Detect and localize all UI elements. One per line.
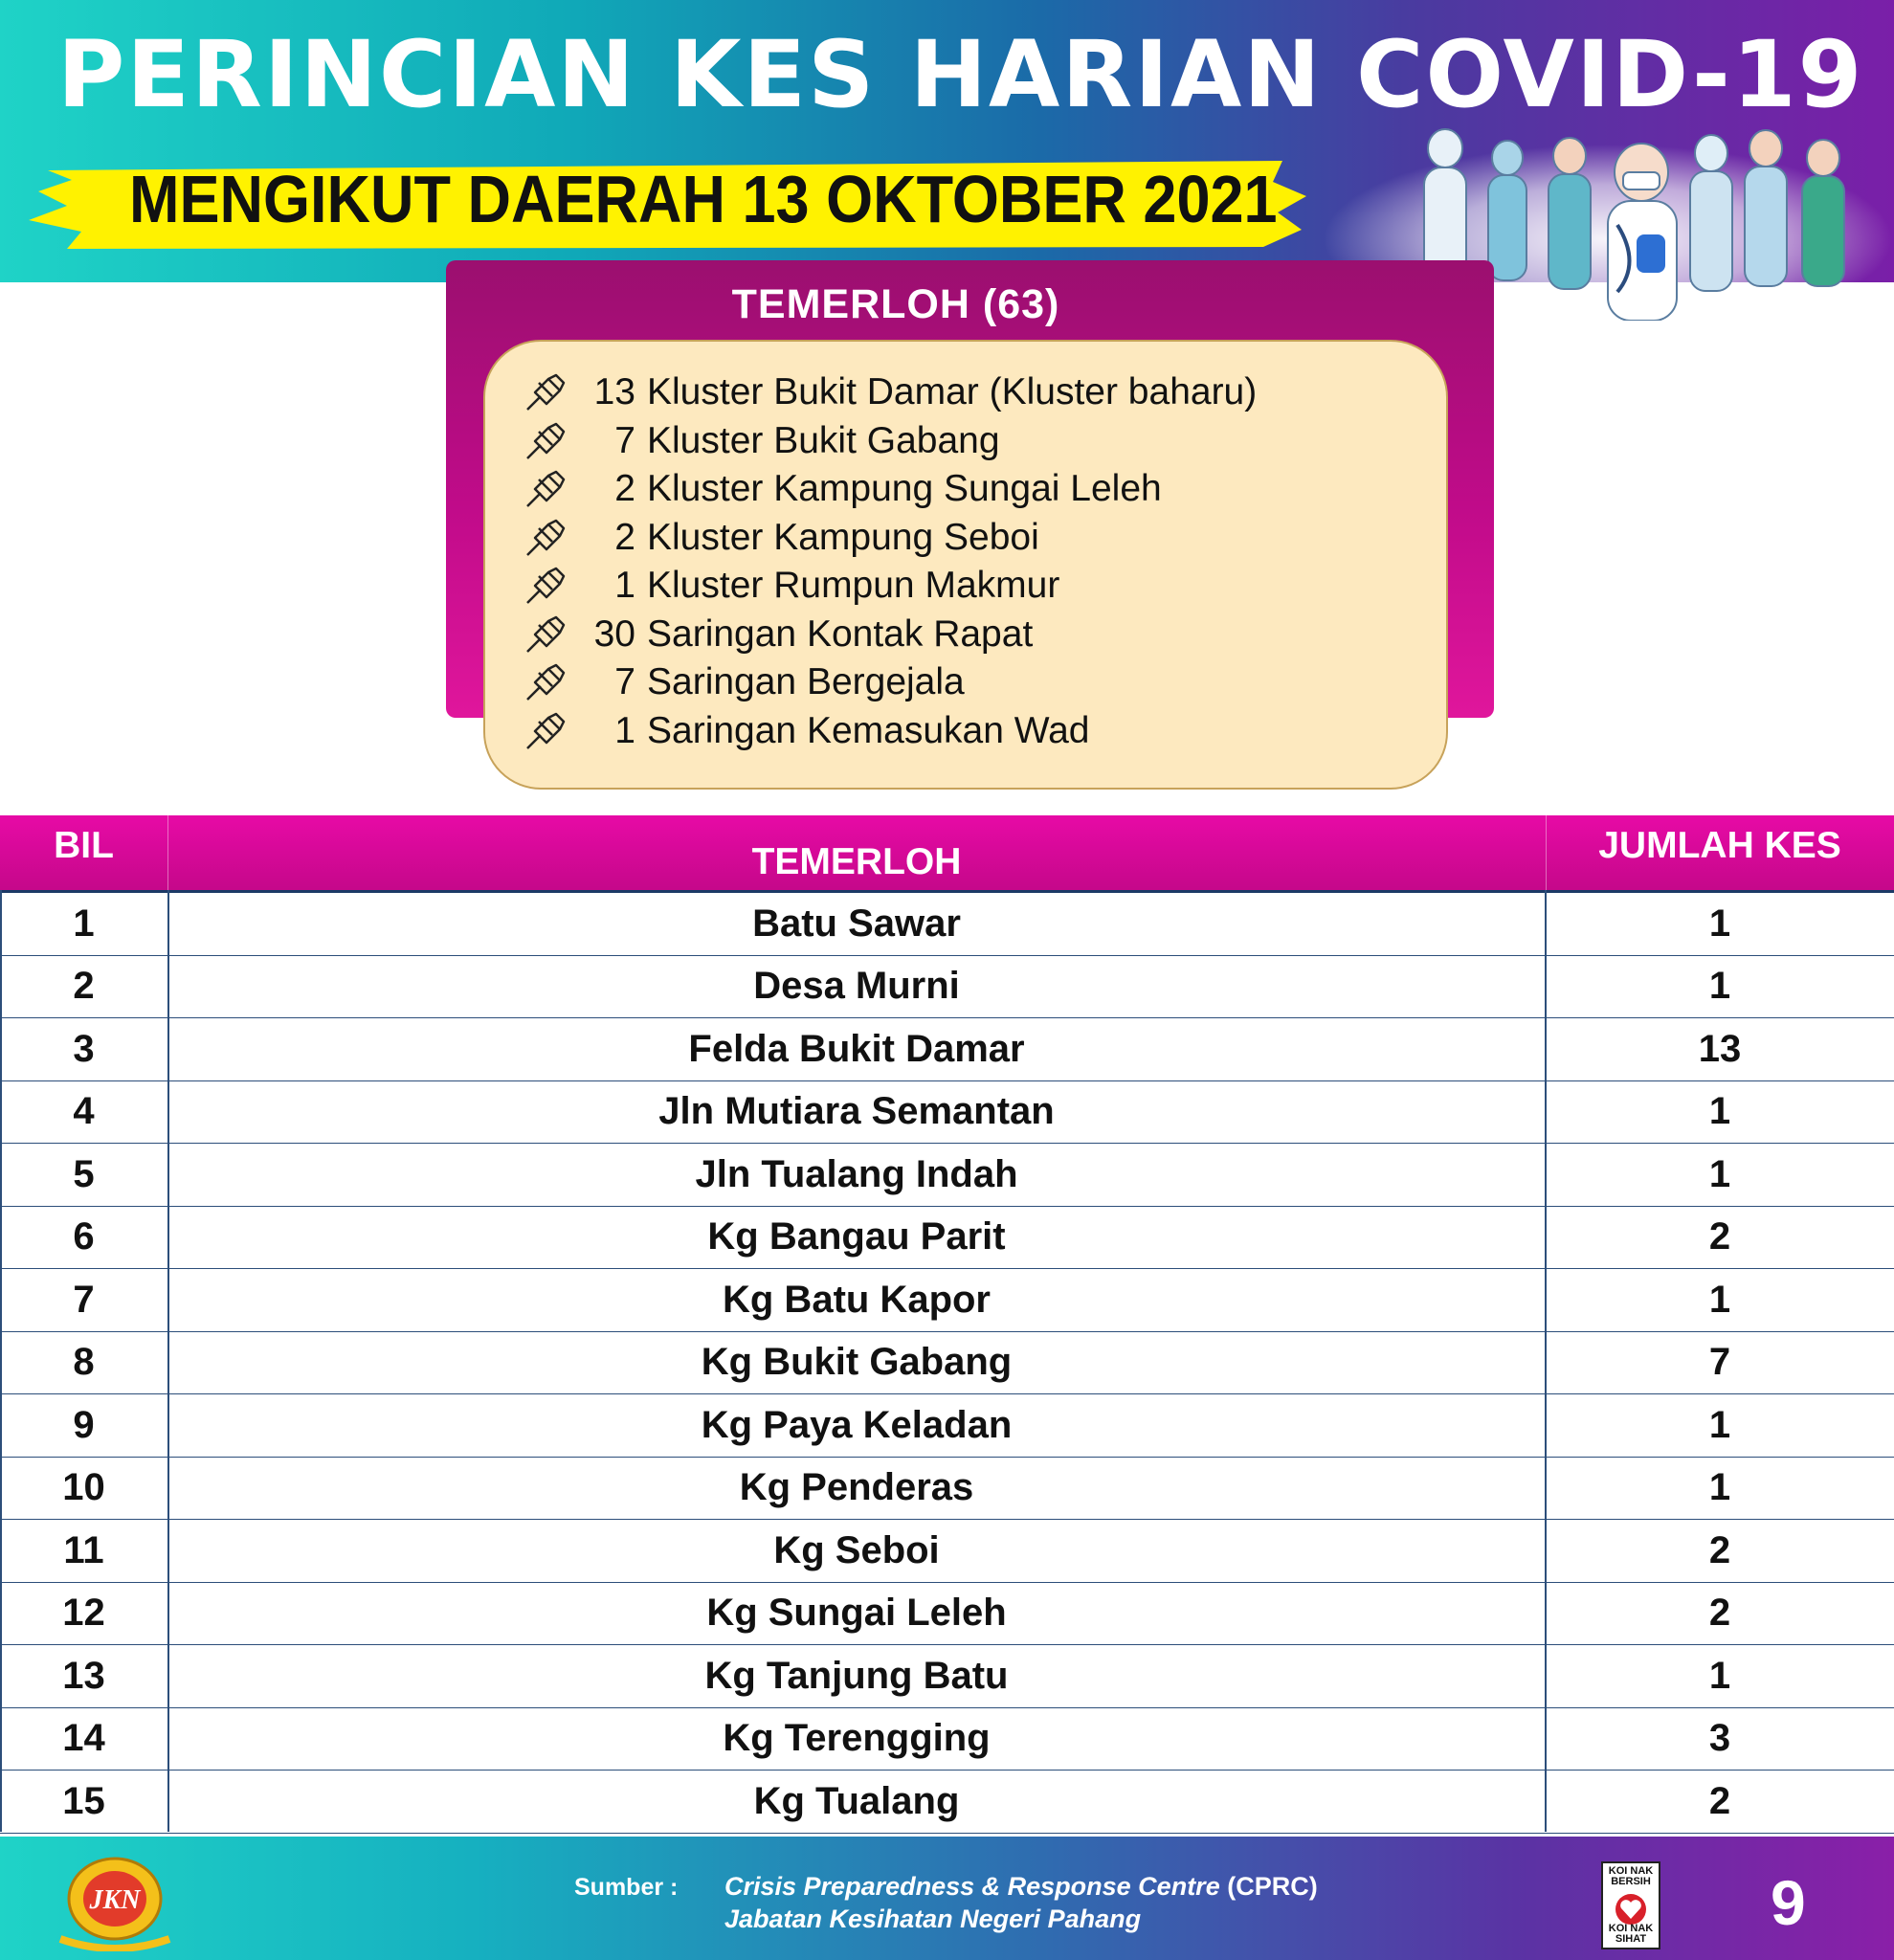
row-number: 10 [62, 1466, 105, 1508]
table-row [0, 1520, 1894, 1583]
header-area: TEMERLOH [751, 841, 962, 882]
row-number: 1 [73, 902, 95, 945]
row-cases: 2 [1708, 1528, 1731, 1571]
row-area: Kg Penderas [739, 1466, 974, 1508]
row-area: Kg Batu Kapor [723, 1278, 991, 1321]
pushpin-icon [522, 468, 571, 510]
row-number: 6 [73, 1215, 95, 1258]
row-area: Kg Sungai Leleh [706, 1592, 1007, 1634]
row-number: 8 [73, 1341, 95, 1383]
table-row [0, 956, 1894, 1019]
table-row [0, 1207, 1894, 1270]
header-bil: BIL [54, 825, 114, 866]
row-area: Kg Tualang [753, 1779, 960, 1822]
row-cases: 1 [1708, 1654, 1731, 1697]
source-line-2: Jabatan Kesihatan Negeri Pahang [724, 1904, 1142, 1933]
row-cases: 3 [1708, 1717, 1731, 1759]
row-number: 9 [73, 1403, 95, 1446]
page-subtitle: MENGIKUT DAERAH 13 OKTOBER 2021 [129, 162, 1278, 236]
table-row [0, 1708, 1894, 1771]
jkn-logo [53, 1851, 177, 1951]
header-cases: JUMLAH KES [1598, 825, 1841, 866]
pushpin-icon [522, 661, 571, 703]
table-row [0, 1144, 1894, 1207]
row-number: 3 [73, 1027, 95, 1070]
table-row [0, 1771, 1894, 1834]
row-number: 5 [73, 1152, 95, 1195]
pushpin-icon [522, 710, 571, 752]
row-number: 11 [63, 1528, 104, 1571]
table-row [0, 1458, 1894, 1521]
row-number: 15 [62, 1779, 105, 1822]
row-number: 4 [73, 1090, 95, 1132]
table-body [0, 893, 1894, 1834]
row-area: Kg Tanjung Batu [704, 1654, 1009, 1697]
row-number: 2 [73, 965, 95, 1007]
row-cases: 1 [1708, 965, 1731, 1007]
row-area: Kg Terengging [723, 1717, 991, 1759]
cluster-item: 13 Kluster Bukit Damar (Kluster baharu) [522, 368, 1257, 417]
table-row [0, 1081, 1894, 1145]
koi-nak-sihat-badge: KOI NAK BERSIH KOI NAK SIHAT [1601, 1861, 1660, 1949]
row-area: Kg Bukit Gabang [701, 1341, 1013, 1383]
row-area: Desa Murni [753, 965, 960, 1007]
source-label: Sumber : [574, 1874, 679, 1901]
row-area: Kg Bangau Parit [707, 1215, 1006, 1258]
row-cases: 1 [1708, 1152, 1731, 1195]
table-header [0, 815, 1894, 890]
column-divider [167, 890, 169, 1832]
cluster-list-box [483, 340, 1448, 790]
pushpin-icon [522, 517, 571, 559]
row-cases: 1 [1708, 1278, 1731, 1321]
column-divider [1545, 890, 1547, 1832]
row-number: 14 [62, 1717, 105, 1759]
cluster-item: 1 Kluster Rumpun Makmur [522, 562, 1257, 611]
source-line-1: Crisis Preparedness & Response Centre (CPRC) [724, 1872, 1318, 1901]
heart-icon [1614, 1892, 1648, 1927]
row-cases: 7 [1708, 1341, 1731, 1383]
table-row [0, 1269, 1894, 1332]
cluster-list [522, 368, 1257, 755]
row-cases: 2 [1708, 1215, 1731, 1258]
table-row [0, 1332, 1894, 1395]
row-area: Batu Sawar [752, 902, 961, 945]
table-row [0, 1394, 1894, 1458]
table-row [0, 893, 1894, 956]
table-row [0, 1583, 1894, 1646]
row-area: Jln Mutiara Semantan [658, 1090, 1055, 1132]
page-title: PERINCIAN KES HARIAN COVID-19 [57, 21, 1864, 128]
cluster-item: 1 Saringan Kemasukan Wad [522, 707, 1257, 756]
row-area: Kg Paya Keladan [701, 1403, 1013, 1446]
page-number: 9 [1771, 1867, 1806, 1938]
cluster-item: 30 Saringan Kontak Rapat [522, 611, 1257, 659]
row-cases: 1 [1708, 1403, 1731, 1446]
row-area: Kg Seboi [773, 1528, 940, 1571]
cluster-item: 7 Saringan Bergejala [522, 658, 1257, 707]
row-cases: 13 [1698, 1027, 1742, 1070]
svg-text:JKN: JKN [89, 1885, 141, 1915]
cluster-item: 7 Kluster Bukit Gabang [522, 417, 1257, 466]
cluster-item: 2 Kluster Kampung Sungai Leleh [522, 465, 1257, 514]
pushpin-icon [522, 613, 571, 656]
table-left-border [0, 890, 2, 1832]
pushpin-icon [522, 565, 571, 607]
row-cases: 1 [1708, 1090, 1731, 1132]
row-number: 7 [73, 1278, 95, 1321]
table-row [0, 1645, 1894, 1708]
cluster-item: 2 Kluster Kampung Seboi [522, 514, 1257, 563]
row-number: 12 [62, 1592, 105, 1634]
row-area: Felda Bukit Damar [688, 1027, 1025, 1070]
panel-title: TEMERLOH (63) [731, 281, 1060, 327]
row-cases: 2 [1708, 1779, 1731, 1822]
table-row [0, 1018, 1894, 1081]
row-cases: 1 [1708, 1466, 1731, 1508]
row-cases: 2 [1708, 1592, 1731, 1634]
pushpin-icon [522, 420, 571, 462]
row-cases: 1 [1708, 902, 1731, 945]
cases-table [0, 815, 1894, 1834]
row-area: Jln Tualang Indah [695, 1152, 1018, 1195]
row-number: 13 [62, 1654, 105, 1697]
pushpin-icon [522, 371, 571, 413]
